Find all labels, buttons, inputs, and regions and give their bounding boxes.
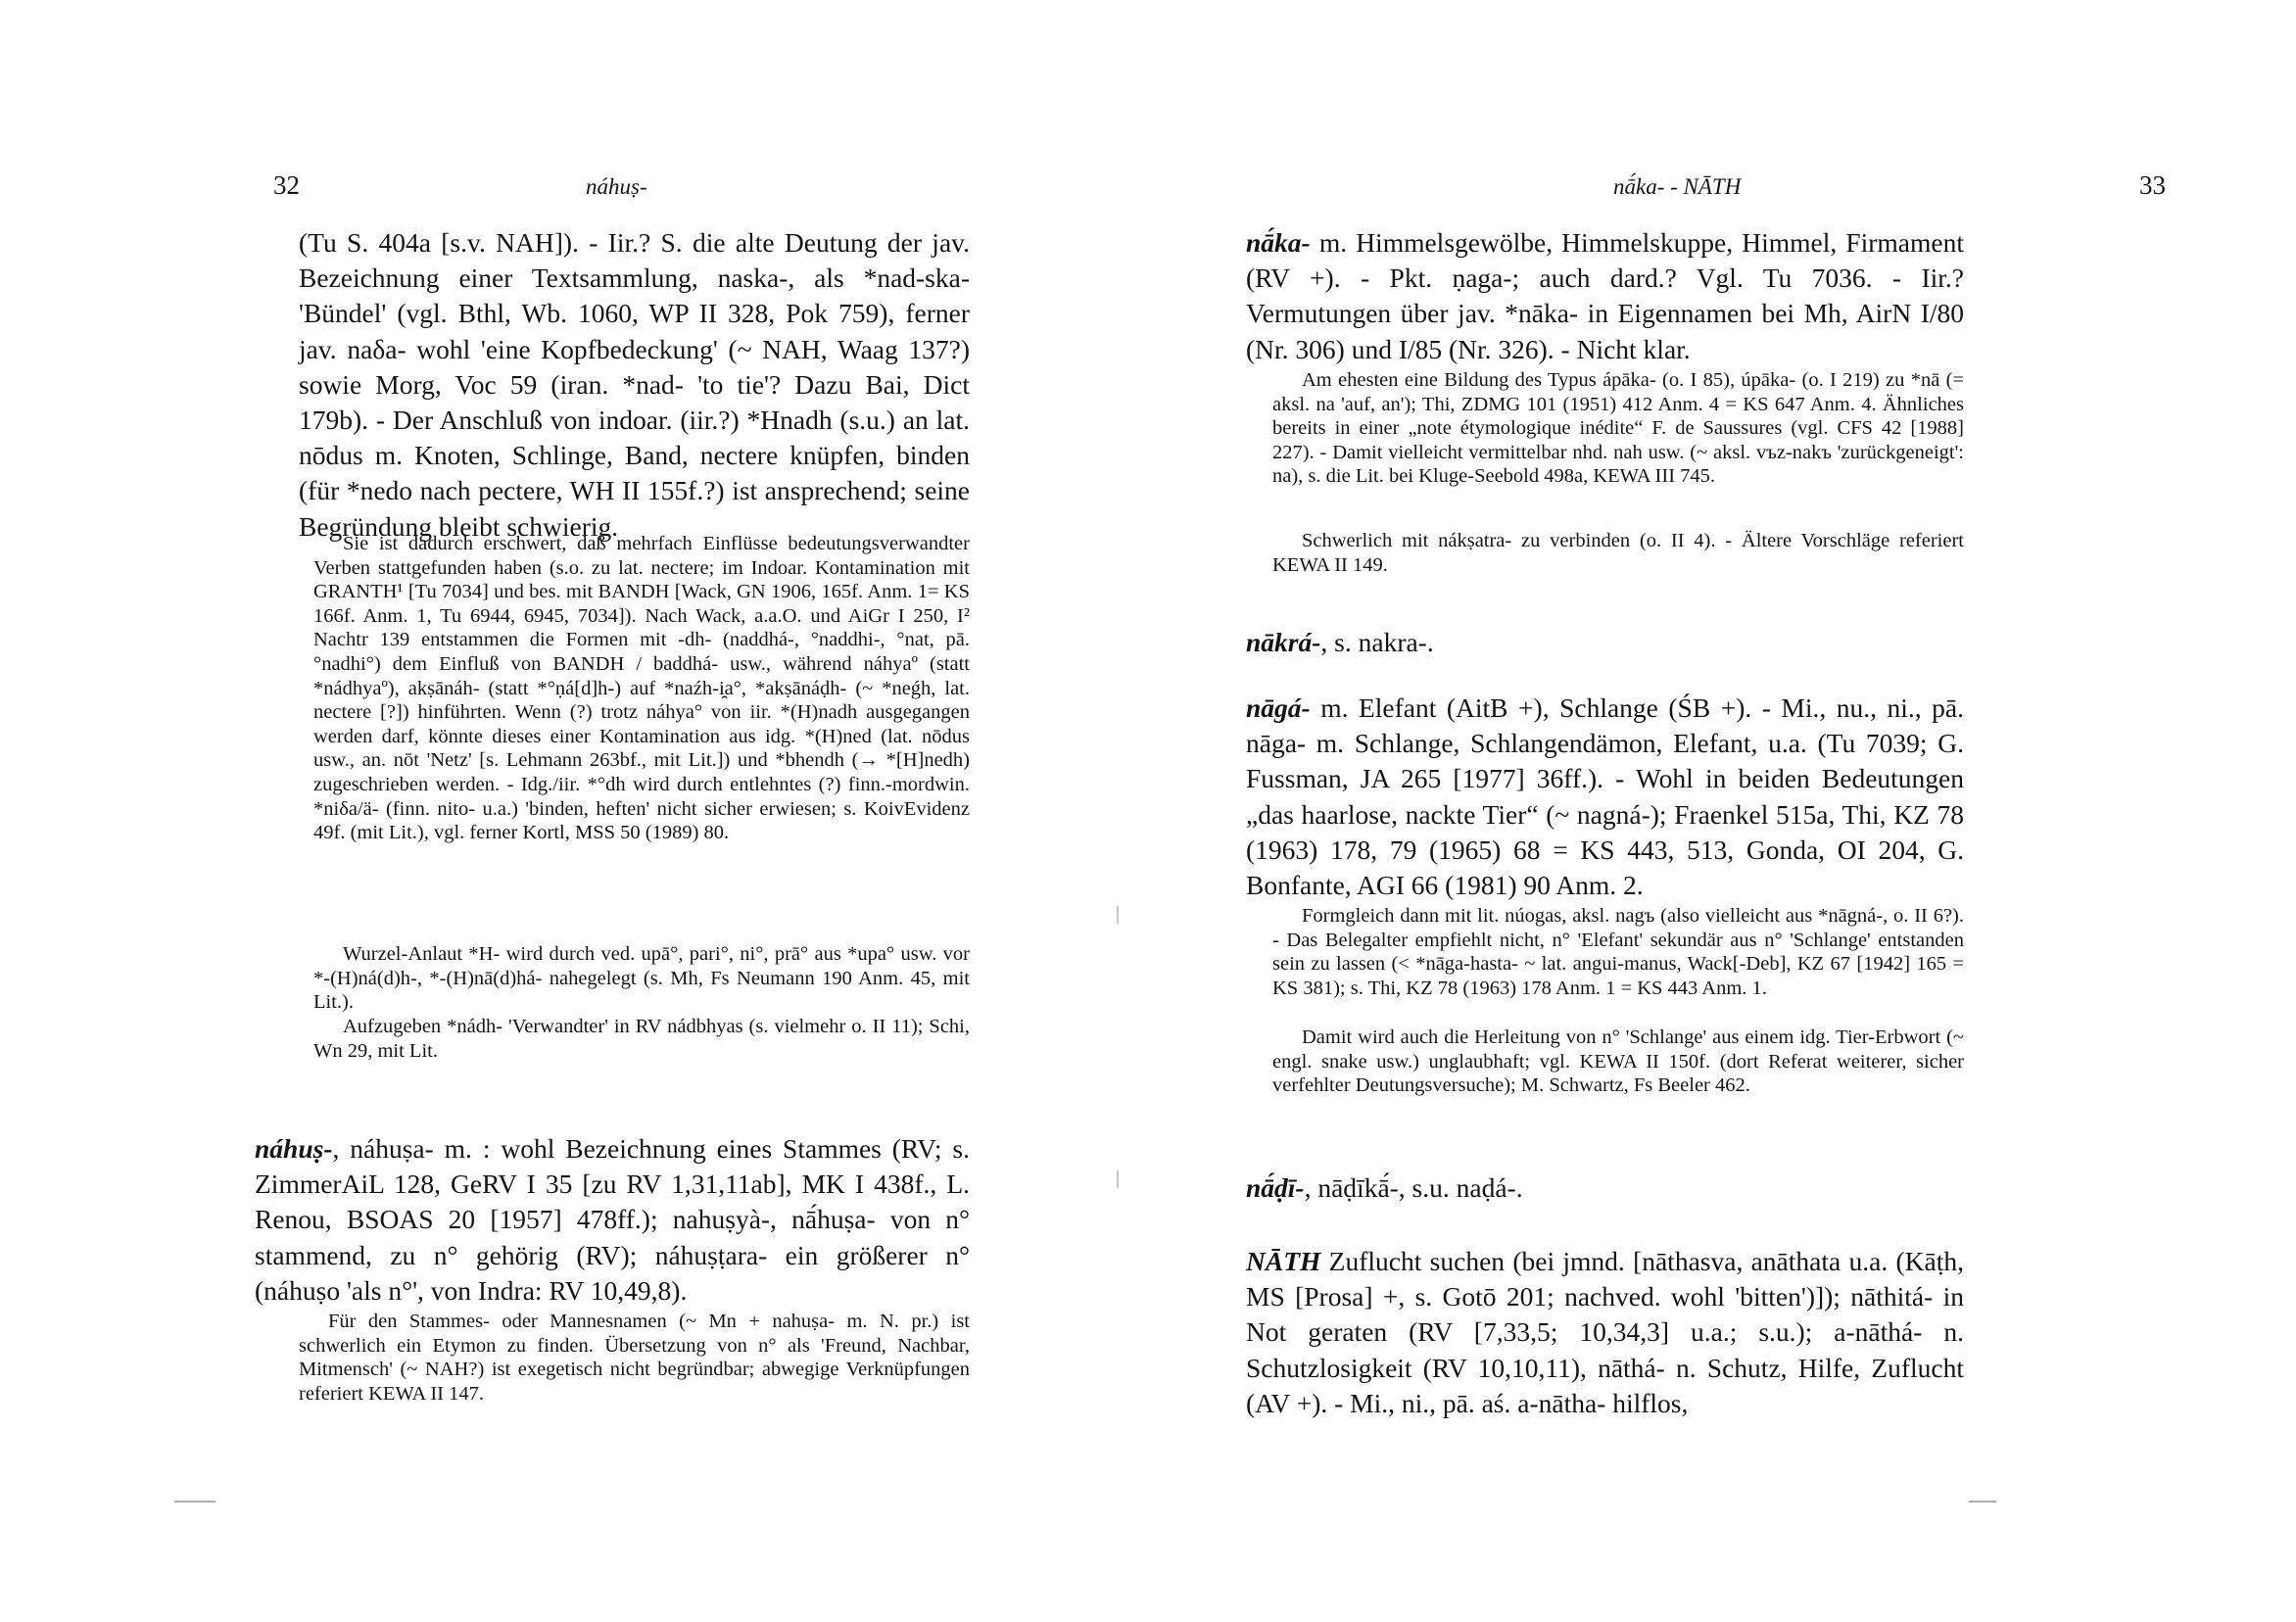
- dictionary-entry: [1246, 625, 1964, 660]
- note-paragraph: Für den Stammes- oder Mannesnamen (~ Mn + nahuṣa- m. N. pr.) ist schwerlich ein Etymon zu finden. Übersetzung von n° als 'Freund, Nachbar, Mitmensch' (~ NAH?) ist exegetisch nicht begründbar; abwegige Verknüpfungen referiert KEWA II 147.: [299, 1311, 970, 1405]
- entry-headword: nākrá-: [1246, 627, 1321, 657]
- paragraph: (Tu S. 404a [s.v. NAH]). - Iir.? S. die alte Deutung der jav. Bezeichnung einer Textsammlung, naska-, als *nad-ska- 'Bündel' (vgl. Bthl, Wb. 1060, WP II 328, Pok 759), ferner jav. naδa- wohl 'eine Kopfbedeckung' (~ NAH, Waag 137?) sowie Morg, Voc 59 (iran. *nad- 'to tie'? Dazu Bai, Dict 179b). - Der Anschluß von indoar. (iir.?) *Hnadh (s.u.) an lat. nōdus m. Knoten, Schlinge, Band, nectere knüpfen, binden (für *nedo nach pectere, WH II 155f.?) ist ansprechend; seine Begründung bleibt schwierig.: [299, 227, 970, 542]
- running-head: nā́ka- - NĀTH: [1613, 174, 1742, 199]
- entry-headword: nāgá-: [1246, 692, 1311, 723]
- note-paragraph: Am ehesten eine Bildung des Typus ápāka- (o. I 85), úpāka- (o. I 219) zu *nā (= aksl. na 'auf, an'); Thi, ZDMG 101 (1951) 412 Anm. 4 = KS 647 Anm. 4. Ähnliches bereits in einer „note étymologique inédite“ F. de Saussures (vgl. CFS 42 [1988] 227). - Damit vielleicht vermittelbar nhd. nah usw. (~ aksl. vъz-nakъ 'zurückgeneigt': na), s. die Lit. bei Kluge-Seebold 498a, KEWA III 745.: [1272, 369, 1964, 488]
- entry-text: m. Himmelsgewölbe, Himmelskuppe, Himmel, Firmament (RV +). - Pkt. ṇaga-; auch dard.? Vgl. Tu 7036. - Iir.? Vermutungen über jav. *nāka- in Eigennamen bei Mh, AirN I/80 (Nr. 306) und I/85 (Nr. 326). - Nicht klar.: [1246, 227, 1964, 364]
- scan-mark: [1117, 1170, 1119, 1188]
- scan-mark: [1969, 1501, 1996, 1503]
- note-paragraph: Damit wird auch die Herleitung von n° 'Schlange' aus einem idg. Tier-Erbwort (~ engl. snake usw.) unglaubhaft; vgl. KEWA II 150f. (dort Referat weiterer, sicher verfehlter Deutungsversuche); M. Schwartz, Fs Beeler 462.: [1272, 1026, 1964, 1097]
- note-paragraph: Schwerlich mit nákṣatra- zu verbinden (o. II 4). - Ältere Vorschläge referiert KEWA II 149.: [1272, 530, 1964, 576]
- entry-headword: nā́ka-: [1246, 227, 1311, 258]
- note-paragraph: Sie ist dadurch erschwert, daß mehrfach Einflüsse bedeutungsverwandter Verben stattgefunden haben (s.o. zu lat. nectere; im Indoar. Kontamination mit GRANTH¹ [Tu 7034] und bes. mit BANDH [Wack, GN 1906, 165f. Anm. 1= KS 166f. Anm. 1, Tu 6944, 6945, 7034]). Nach Wack, a.a.O. und AiGr I 250, I² Nachtr 139 entstammen die Formen mit -dh- (naddhá-, °naddhi-, °nat, pā. °nadhi°) dem Einfluß von BANDH / baddhá- usw., während náhyaº (statt *nádhyaº), akṣānáh- (statt *°ṇá[d]h-) auf *naźh-i̯a°, *akṣānáḍh- (~ *neǵh, lat. nectere [?]) hinführten. Wenn (?) trotz náhya° von iir. *(H)nadh ausgegangen werden darf, könnte dieses einer Kontamination aus idg. *(H)ned (lat. nōdus usw., an. nōt 'Netz' [s. Lehmann 263bf., mit Lit.]) und *bhendh (→ *[H]nedh) zugeschrieben werden. - Idg./iir. *°dh wird durch entlehntes (?) finn.-mordwin. *niδa/ä- (finn. nito- u.a.) 'binden, heften' nicht sicher erwiesen; s. KoivEvidenz 49f. (mit Lit.), vgl. ferner Kortl, MSS 50 (1989) 80.: [313, 533, 970, 844]
- dictionary-entry: [255, 1131, 970, 1309]
- dictionary-entry: [1246, 225, 1964, 367]
- page-number: 33: [2139, 170, 2166, 200]
- scan-mark: [174, 1501, 215, 1503]
- entry-text: m. Elefant (AitB +), Schlange (ŚB +). - Mi., nu., ni., pā. nāga- m. Schlange, Schlangendämon, Elefant, u.a. (Tu 7039; G. Fussman, JA 265 [1977] 36ff.). - Wohl in beiden Bedeutungen „das haarlose, nackte Tier“ (~ nagná-); Fraenkel 515a, Thi, KZ 78 (1963) 178, 79 (1965) 68 = KS 443, 513, Gonda, OI 204, G. Bonfante, AGI 66 (1981) 90 Anm. 2.: [1246, 692, 1964, 901]
- note-paragraph: Aufzugeben *nádh- 'Verwandter' in RV nádbhyas (s. vielmehr o. II 11); Schi, Wn 29, mit Lit.: [313, 1016, 970, 1062]
- entry-text: , náhuṣa- m. : wohl Bezeichnung eines Stammes (RV; s. ZimmerAiL 128, GeRV I 35 [zu RV 1,31,11ab], MK I 438f., L. Renou, BSOAS 20 [1957] 478ff.); nahuṣyà-, nā́huṣa- von n° stammend, zu n° gehörig (RV); náhuṣṭara- ein größerer n° (náhuṣo 'als n°', von Indra: RV 10,49,8).: [255, 1133, 970, 1306]
- scan-mark: [1117, 906, 1119, 924]
- entry-text: , s. nakra-.: [1320, 627, 1434, 657]
- entry-headword: náhuṣ-: [255, 1133, 333, 1164]
- note-paragraph: Wurzel-Anlaut *H- wird durch ved. upā°, pari°, ni°, prā° aus *upa° usw. vor *-(H)ná(d)h-, *-(H)nā(d)há- nahegelegt (s. Mh, Fs Neumann 190 Anm. 45, mit Lit.).: [313, 943, 970, 1014]
- entry-headword: NĀTH: [1246, 1246, 1321, 1276]
- page-number: 32: [273, 170, 300, 200]
- note-paragraph: Formgleich dann mit lit. núogas, aksl. nagъ (also vielleicht aus *nāgná-, o. II 6?). - Das Belegalter empfiehlt nicht, n° 'Elefant' sekundär aus n° 'Schlange' entstanden sein zu lassen (< *nāga-hasta- ~ lat. angui-manus, Wack[-Deb], KZ 67 [1942] 165 = KS 381); s. Thi, KZ 78 (1963) 178 Anm. 1 = KS 443 Anm. 1.: [1272, 905, 1964, 999]
- dictionary-entry: [1246, 1170, 1964, 1206]
- entry-headword: nā́ḍī-: [1246, 1172, 1305, 1203]
- right-page: [1148, 0, 2296, 1622]
- dictionary-entry: [1246, 1244, 1964, 1421]
- dictionary-entry: [1246, 691, 1964, 903]
- running-head: náhuṣ-: [586, 174, 647, 199]
- entry-text: Zuflucht suchen (bei jmnd. [nāthasva, anāthata u.a. (Kāṭh, MS [Prosa] +, s. Gotō 201; nachved. wohl 'bitten')]); nāthitá- in Not geraten (RV [7,33,5; 10,34,3] u.a.; s.u.); a-nāthá- n. Schutzlosigkeit (RV 10,10,11), nāthá- n. Schutz, Hilfe, Zuflucht (AV +). - Mi., ni., pā. aś. a-nātha- hilflos,: [1246, 1246, 1964, 1418]
- entry-text: , nāḍīkā́-, s.u. naḍá-.: [1304, 1172, 1523, 1203]
